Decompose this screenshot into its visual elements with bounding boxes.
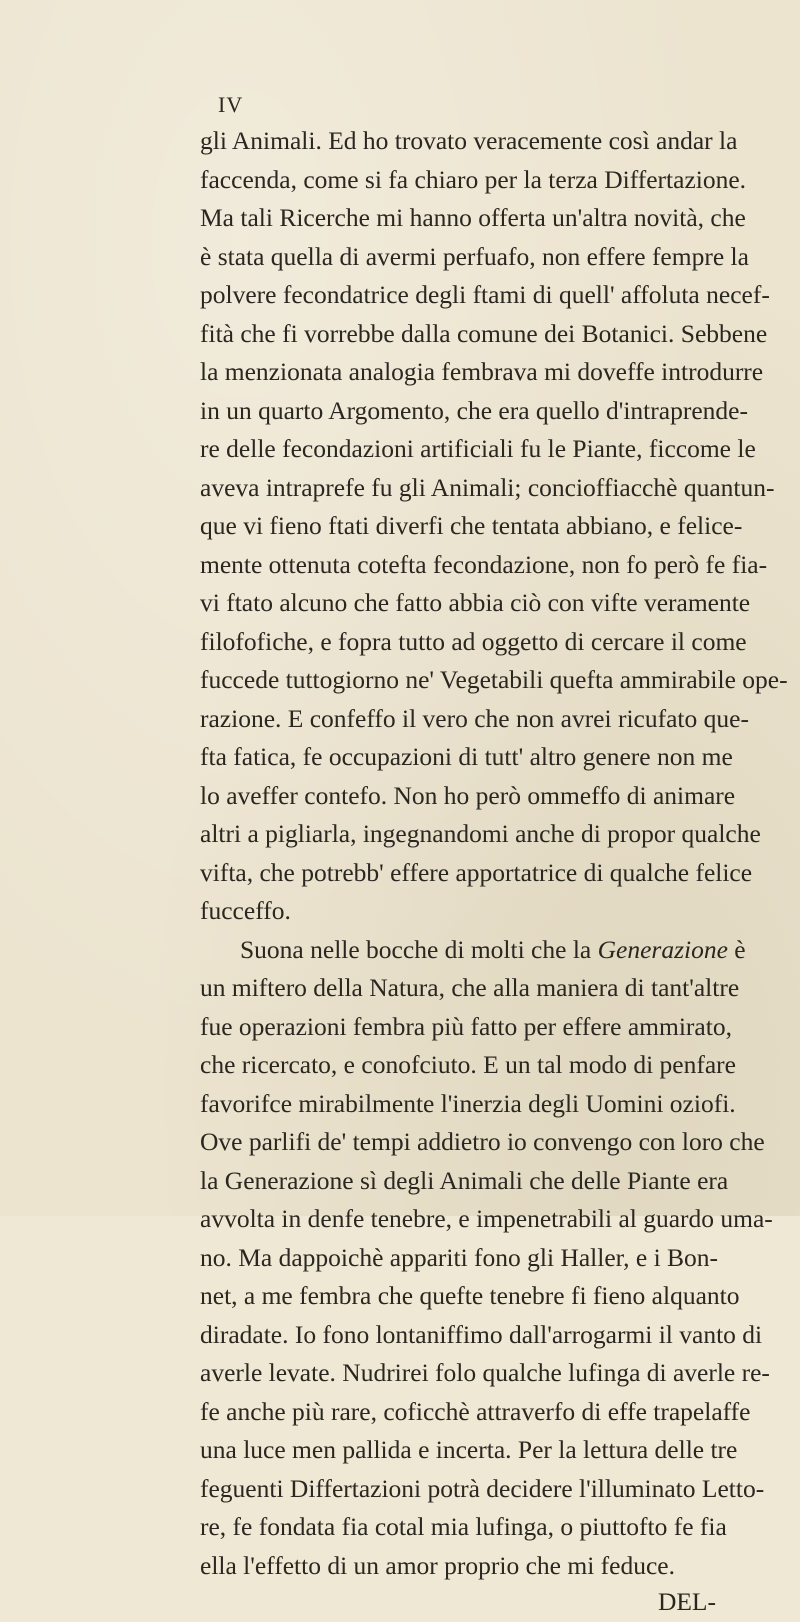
text-line: aveva intraprefe fu gli Animali; concioffiacchè quantun-	[200, 472, 775, 502]
text-line: la menzionata analogia fembrava mi doveffe introdurre	[200, 357, 764, 386]
text-line: vifta, che potrebb' effere apportatrice di qualche felice	[200, 857, 753, 887]
text-line: Ove parlifi de' tempi addietro io convengo con loro che	[200, 1127, 765, 1156]
text-line: diradate. Io fono lontaniffimo dall'arrogarmi il vanto di	[200, 1319, 763, 1349]
text-line: fuccede tuttogiorno ne' Vegetabili quefta ammirabile ope-	[200, 665, 788, 694]
text-line: fue operazioni fembra più fatto per effere ammirato,	[200, 1011, 732, 1041]
text-line: favorifce mirabilmente l'inerzia degli Uomini oziofi.	[200, 1088, 736, 1118]
text-line: razione. E confeffo il vero che non avrei ricufato que-	[200, 703, 749, 733]
text-line: la Generazione sì degli Animali che delle Piante era	[200, 1165, 729, 1195]
catchword: DEL-	[657, 1587, 716, 1616]
text-line: re, fe fondata fia cotal mia lufinga, o piuttofto fe fia	[200, 1512, 727, 1541]
text-line: una luce men pallida e incerta. Per la lettura delle tre	[200, 1435, 738, 1464]
text-line: re delle fecondazioni artificiali fu le Piante, ficcome le	[200, 434, 756, 463]
text-line: averle levate. Nudrirei folo qualche lufinga di averle re-	[200, 1358, 770, 1387]
text-line: polvere fecondatrice degli ftami di quell' affoluta necef-	[200, 280, 770, 309]
text-line: fità che fi vorrebbe dalla comune dei Botanici. Sebbene	[200, 318, 768, 348]
text-line: vi ftato alcuno che fatto abbia ciò con vifte veramente	[200, 588, 751, 617]
text-run: è	[727, 934, 746, 964]
text-line: que vi fieno ftati diverfi che tentata abbiano, e felice-	[200, 511, 743, 540]
text-line: feguenti Differtazioni potrà decidere l'illuminato Letto-	[200, 1473, 765, 1503]
text-line: avvolta in denfe tenebre, e impenetrabili al guardo uma-	[200, 1204, 773, 1233]
text-line: lo aveffer contefo. Non ho però ommeffo di animare	[200, 780, 736, 810]
italic-term: Generazione	[597, 934, 728, 964]
text-line: fucceffo.	[200, 896, 291, 925]
text-line: fe anche più rare, coficchè attraverfo di effe trapelaffe	[200, 1396, 751, 1426]
text-line: filofofiche, e fopra tutto ad oggetto di cercare il come	[200, 626, 747, 656]
text-line: in un quarto Argomento, che era quello d'intraprende-	[200, 395, 748, 425]
text-line: net, a me fembra che quefte tenebre fi fieno alquanto	[200, 1281, 740, 1310]
text-line: è stata quella di avermi perfuafo, non effere fempre la	[200, 241, 749, 271]
paragraph-start-line	[200, 931, 746, 970]
body-text	[200, 122, 788, 1622]
text-line: fta fatica, fe occupazioni di tutt' altro genere non me	[200, 742, 733, 771]
page-number: IV	[218, 92, 244, 117]
text-line: che ricercato, e conofciuto. E un tal modo di penfare	[200, 1050, 736, 1079]
text-line: faccenda, come si fa chiaro per la terza Differtazione.	[200, 164, 747, 194]
text-line: Ma tali Ricerche mi hanno offerta un'altra novità, che	[200, 203, 746, 232]
text-line: gli Animali. Ed ho trovato veracemente così andar la	[200, 126, 738, 155]
text-run: Suona nelle bocche di molti che la	[240, 934, 598, 964]
text-line: ella l'effetto di un amor proprio che mi feduce.	[200, 1550, 675, 1580]
text-line: mente ottenuta cotefta fecondazione, non fo però fe fia-	[200, 549, 768, 579]
text-line: no. Ma dappoichè appariti fono gli Haller, e i Bon-	[200, 1242, 719, 1272]
text-line: un miftero della Natura, che alla maniera di tant'altre	[200, 973, 740, 1002]
text-line: altri a pigliarla, ingegnandomi anche di propor qualche	[200, 819, 761, 848]
